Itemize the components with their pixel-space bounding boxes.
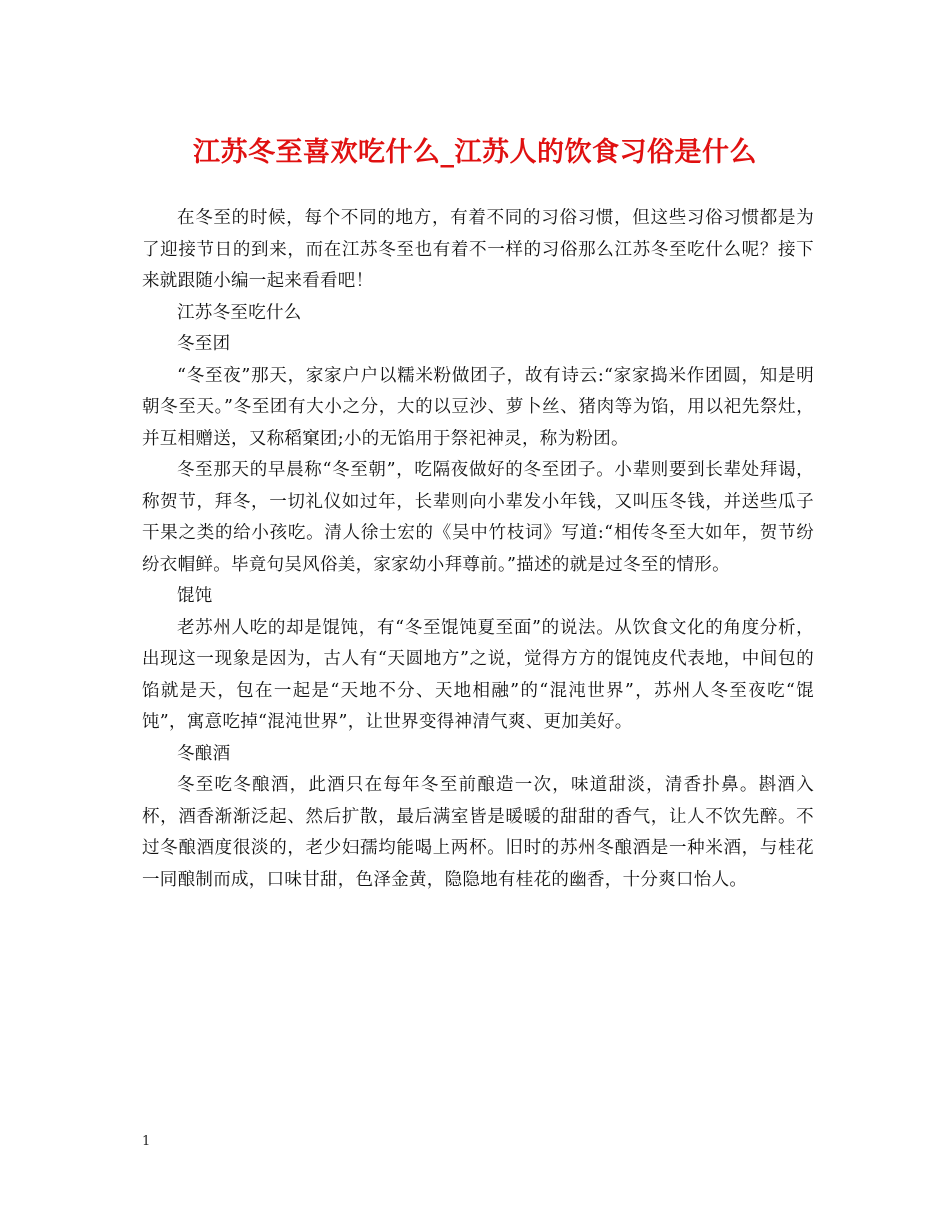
page-number: 1 bbox=[142, 1134, 151, 1149]
paragraph-dongzhi-tuan-2: 冬至那天的早晨称“冬至朝”，吃隔夜做好的冬至团子。小辈则要到长辈处拜谒，称贺节，拜冬，一切礼仪如过年，长辈则向小辈发小年钱，又叫压冬钱，并送些瓜子干果之类的给小孩吃。清人徐士宏的《吴中竹枝词》写道:“相传冬至大如年，贺节纷纷衣帽鲜。毕竟句吴风俗美，家家幼小拜尊前。”描述的就是过冬至的情形。 bbox=[142, 460, 814, 575]
paragraph-wonton: 老苏州人吃的却是馄饨，有“冬至馄饨夏至面”的说法。从饮食文化的角度分析，出现这一现象是因为，古人有“天圆地方”之说，觉得方方的馄饨皮代表地，中间包的馅就是天，包在一起是“天地不分、天地相融”的“混沌世界”，苏州人冬至夜吃“馄饨”，寓意吃掉“混沌世界”，让世界变得神清气爽、更加美好。 bbox=[142, 617, 814, 732]
section-heading-what-to-eat: 江苏冬至吃什么 bbox=[177, 302, 302, 323]
document-body bbox=[142, 203, 814, 896]
paragraph-winter-wine: 冬至吃冬酿酒，此酒只在每年冬至前酿造一次，味道甜淡，清香扑鼻。斟酒入杯，酒香渐渐泛起、然后扩散，最后满室皆是暖暖的甜甜的香气，让人不饮先醉。不过冬酿酒度很淡的，老少妇孺均能喝上两杯。旧时的苏州冬酿酒是一种米酒，与桂花一同酿制而成，口味甘甜，色泽金黄，隐隐地有桂花的幽香，十分爽口怡人。 bbox=[142, 775, 814, 890]
intro-paragraph: 在冬至的时候，每个不同的地方，有着不同的习俗习惯，但这些习俗习惯都是为了迎接节日的到来，而在江苏冬至也有着不一样的习俗那么江苏冬至吃什么呢？接下来就跟随小编一起来看看吧！ bbox=[142, 208, 814, 291]
subheading-wonton: 馄饨 bbox=[177, 586, 213, 606]
paragraph-dongzhi-tuan-1: “冬至夜”那天，家家户户以糯米粉做团子，故有诗云:“家家捣米作团圆，知是明朝冬至天。”冬至团有大小之分，大的以豆沙、萝卜丝、猪肉等为馅，用以祀先祭灶，并互相赠送，又称稻窠团;小的无馅用于祭祀神灵，称为粉团。 bbox=[142, 365, 814, 449]
subheading-winter-wine: 冬酿酒 bbox=[177, 743, 231, 764]
document-title: 江苏冬至喜欢吃什么_江苏人的饮食习俗是什么 bbox=[193, 137, 757, 168]
subheading-dongzhi-tuan: 冬至团 bbox=[177, 334, 231, 354]
